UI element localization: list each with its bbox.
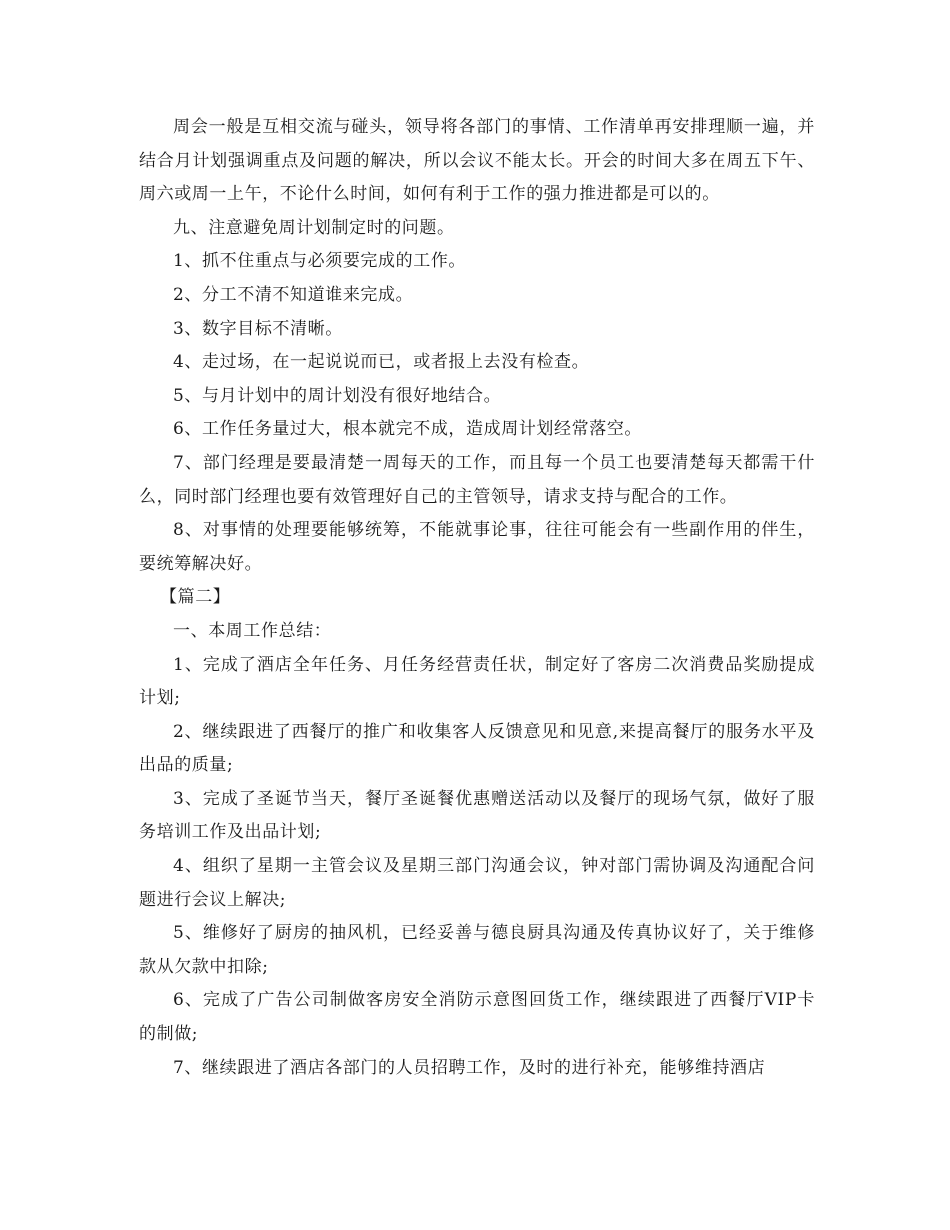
list-item: 8、对事情的处理要能够统筹，不能就事论事，往往可能会有一些副作用的伴生，要统筹解决好。 bbox=[139, 520, 815, 574]
list-item: 5、与月计划中的周计划没有很好地结合。 bbox=[173, 385, 502, 406]
heading-weekly-summary: 一、本周工作总结： bbox=[173, 620, 332, 641]
list-item: 4、走过场，在一起说说而已，或者报上去没有检查。 bbox=[173, 352, 590, 373]
paragraph-weekly-meeting: 周会一般是互相交流与碰头，领导将各部门的事情、工作清单再安排理顺一遍，并结合月计划强调重点及问题的解决，所以会议不能太长。开会的时间大多在周五下午、周六或周一上午，不论什么时间，如何有利于工作的强力推进都是可以的。 bbox=[139, 117, 815, 205]
list-item: 6、工作任务量过大，根本就完不成，造成周计划经常落空。 bbox=[173, 419, 643, 440]
section-title-part-two: 【篇二】 bbox=[160, 587, 231, 608]
document-body bbox=[139, 111, 815, 1085]
heading-section-nine: 九、注意避免周计划制定时的问题。 bbox=[173, 217, 455, 238]
list-item: 7、部门经理是要最清楚一周每天的工作，而且每一个员工也要清楚每天都需干什么，同时部门经理也要有效管理好自己的主管领导，请求支持与配合的工作。 bbox=[139, 452, 815, 507]
list-item: 5、维修好了厨房的抽风机，已经妥善与德良厨具沟通及传真协议好了，关于维修款从欠款中扣除; bbox=[139, 923, 815, 977]
list-item: 6、完成了广告公司制做客房安全消防示意图回货工作，继续跟进了西餐厅VIP卡的制做; bbox=[139, 990, 815, 1045]
list-item: 1、抓不住重点与必须要完成的工作。 bbox=[173, 251, 467, 272]
list-item: 7、继续跟进了酒店各部门的人员招聘工作，及时的进行补充，能够维持酒店 bbox=[173, 1057, 766, 1078]
list-item: 1、完成了酒店全年任务、月任务经营责任状，制定好了客房二次消费品奖励提成计划; bbox=[139, 654, 815, 709]
list-item: 2、继续跟进了西餐厅的推广和收集客人反馈意见和见意,来提高餐厅的服务水平及出品的质量; bbox=[139, 721, 815, 776]
list-item: 2、分工不清不知道谁来完成。 bbox=[173, 284, 414, 305]
list-item: 3、完成了圣诞节当天，餐厅圣诞餐优惠赠送活动以及餐厅的现场气氛，做好了服务培训工作及出品计划; bbox=[139, 788, 815, 843]
list-item: 3、数字目标不清晰。 bbox=[173, 318, 343, 339]
list-item: 4、组织了星期一主管会议及星期三部门沟通会议，钟对部门需协调及沟通配合问题进行会议上解决; bbox=[139, 856, 815, 910]
